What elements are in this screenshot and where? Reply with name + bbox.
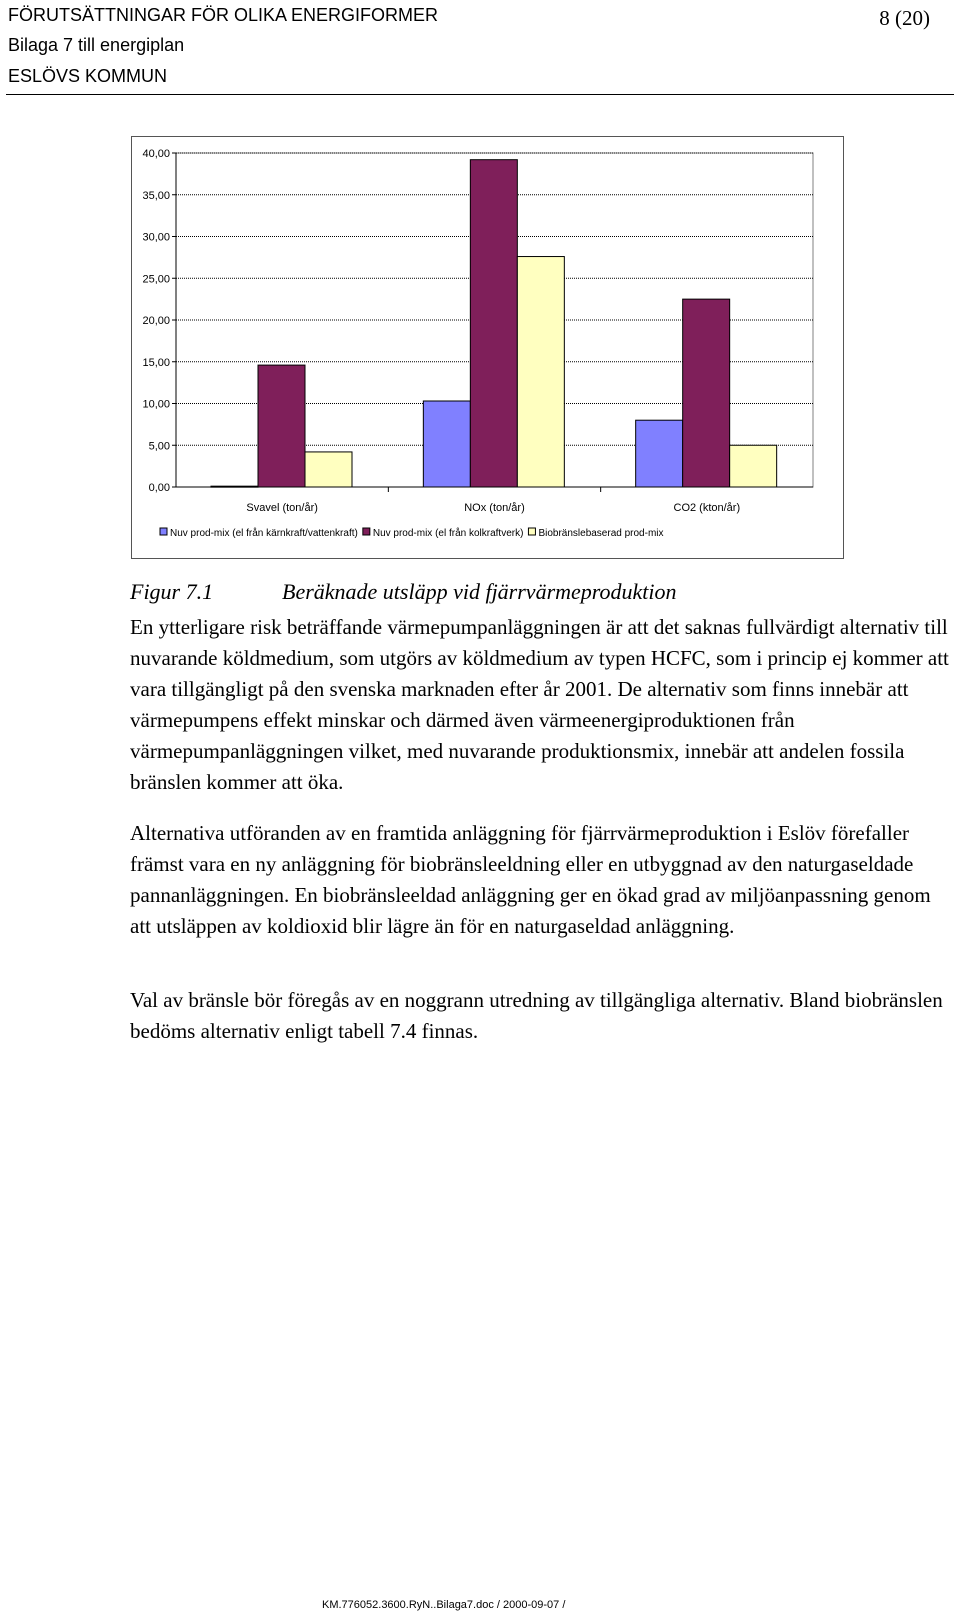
y-tick-label: 10,00 xyxy=(142,398,170,411)
figure-caption: Beräknade utsläpp vid fjärrvärmeproduktion xyxy=(282,579,677,604)
paragraph-refrigerant-risk: En ytterligare risk beträffande värmepumpanläggningen är att det saknas fullvärdigt alternativ till nuvarande köldmedium, som utgörs av köldmedium av typen HCFC, som i princip ej kommer att vara tillgängligt på den svenska marknaden efter år 2001. De alternativ som finns innebär att värmepumpens effekt minskar och därmed även värmeenergiproduktionen från värmepumpanläggningen vilket, med nuvarande produktionsmix, innebär att andelen fossila bränslen kommer att öka. xyxy=(130,615,949,794)
legend-swatch xyxy=(363,528,370,535)
x-category-label: NOx (ton/år) xyxy=(464,502,525,514)
bar xyxy=(211,486,258,487)
bar xyxy=(258,365,305,487)
legend-swatch xyxy=(160,528,167,535)
y-tick-label: 30,00 xyxy=(142,231,170,244)
bar xyxy=(636,420,683,487)
header-title: FÖRUTSÄTTNINGAR FÖR OLIKA ENERGIFORMER xyxy=(8,5,439,25)
bar xyxy=(730,445,777,487)
header-organization: ESLÖVS KOMMUN xyxy=(8,66,168,86)
x-category-label: CO2 (kton/år) xyxy=(673,502,741,514)
paragraph-fuel-choice: Val av bränsle bör föregås av en noggrann utredning av tillgängliga alternativ. Bland biobränslen bedöms alternativ enligt tabell 7.4 finnas. xyxy=(130,988,943,1043)
legend-label: Biobränslebaserad prod-mix xyxy=(538,528,664,539)
y-tick-label: 15,00 xyxy=(142,356,170,369)
y-tick-label: 35,00 xyxy=(142,189,170,202)
x-category-label: Svavel (ton/år) xyxy=(246,502,318,514)
bar xyxy=(683,299,730,487)
legend-swatch xyxy=(528,528,535,535)
header-divider xyxy=(6,94,954,95)
y-tick-label: 5,00 xyxy=(148,440,170,453)
y-tick-label: 20,00 xyxy=(142,315,170,327)
figure-number: Figur 7.1 xyxy=(130,579,214,604)
y-tick-label: 0,00 xyxy=(148,482,170,494)
y-tick-label: 40,00 xyxy=(142,148,170,160)
header-subtitle: Bilaga 7 till energiplan xyxy=(8,35,185,55)
document-footer: KM.776052.3600.RyN..Bilaga7.doc / 2000-09-07 / xyxy=(322,1599,566,1611)
chart-canvas xyxy=(132,137,845,560)
legend-label: Nuv prod-mix (el från kolkraftverk) xyxy=(372,528,524,539)
bar xyxy=(423,401,470,487)
emissions-chart xyxy=(131,136,844,559)
bar xyxy=(517,257,564,487)
legend-label: Nuv prod-mix (el från kärnkraft/vattenkraft) xyxy=(170,528,358,539)
paragraph-future-plant: Alternativa utföranden av en framtida anläggning för fjärrvärmeproduktion i Eslöv förefaller främst vara en ny anläggning för biobränsleeldning eller en utbyggnad av den naturgaseldade pannanläggningen. En biobränsleeldad anläggning ger en ökad grad av miljöanpassning genom att utsläppen av koldioxid blir lägre än för en naturgaseldad anläggning. xyxy=(130,821,931,938)
bar xyxy=(305,452,352,487)
y-tick-label: 25,00 xyxy=(142,273,170,286)
bar xyxy=(470,160,517,487)
page-number: 8 (20) xyxy=(879,6,930,30)
